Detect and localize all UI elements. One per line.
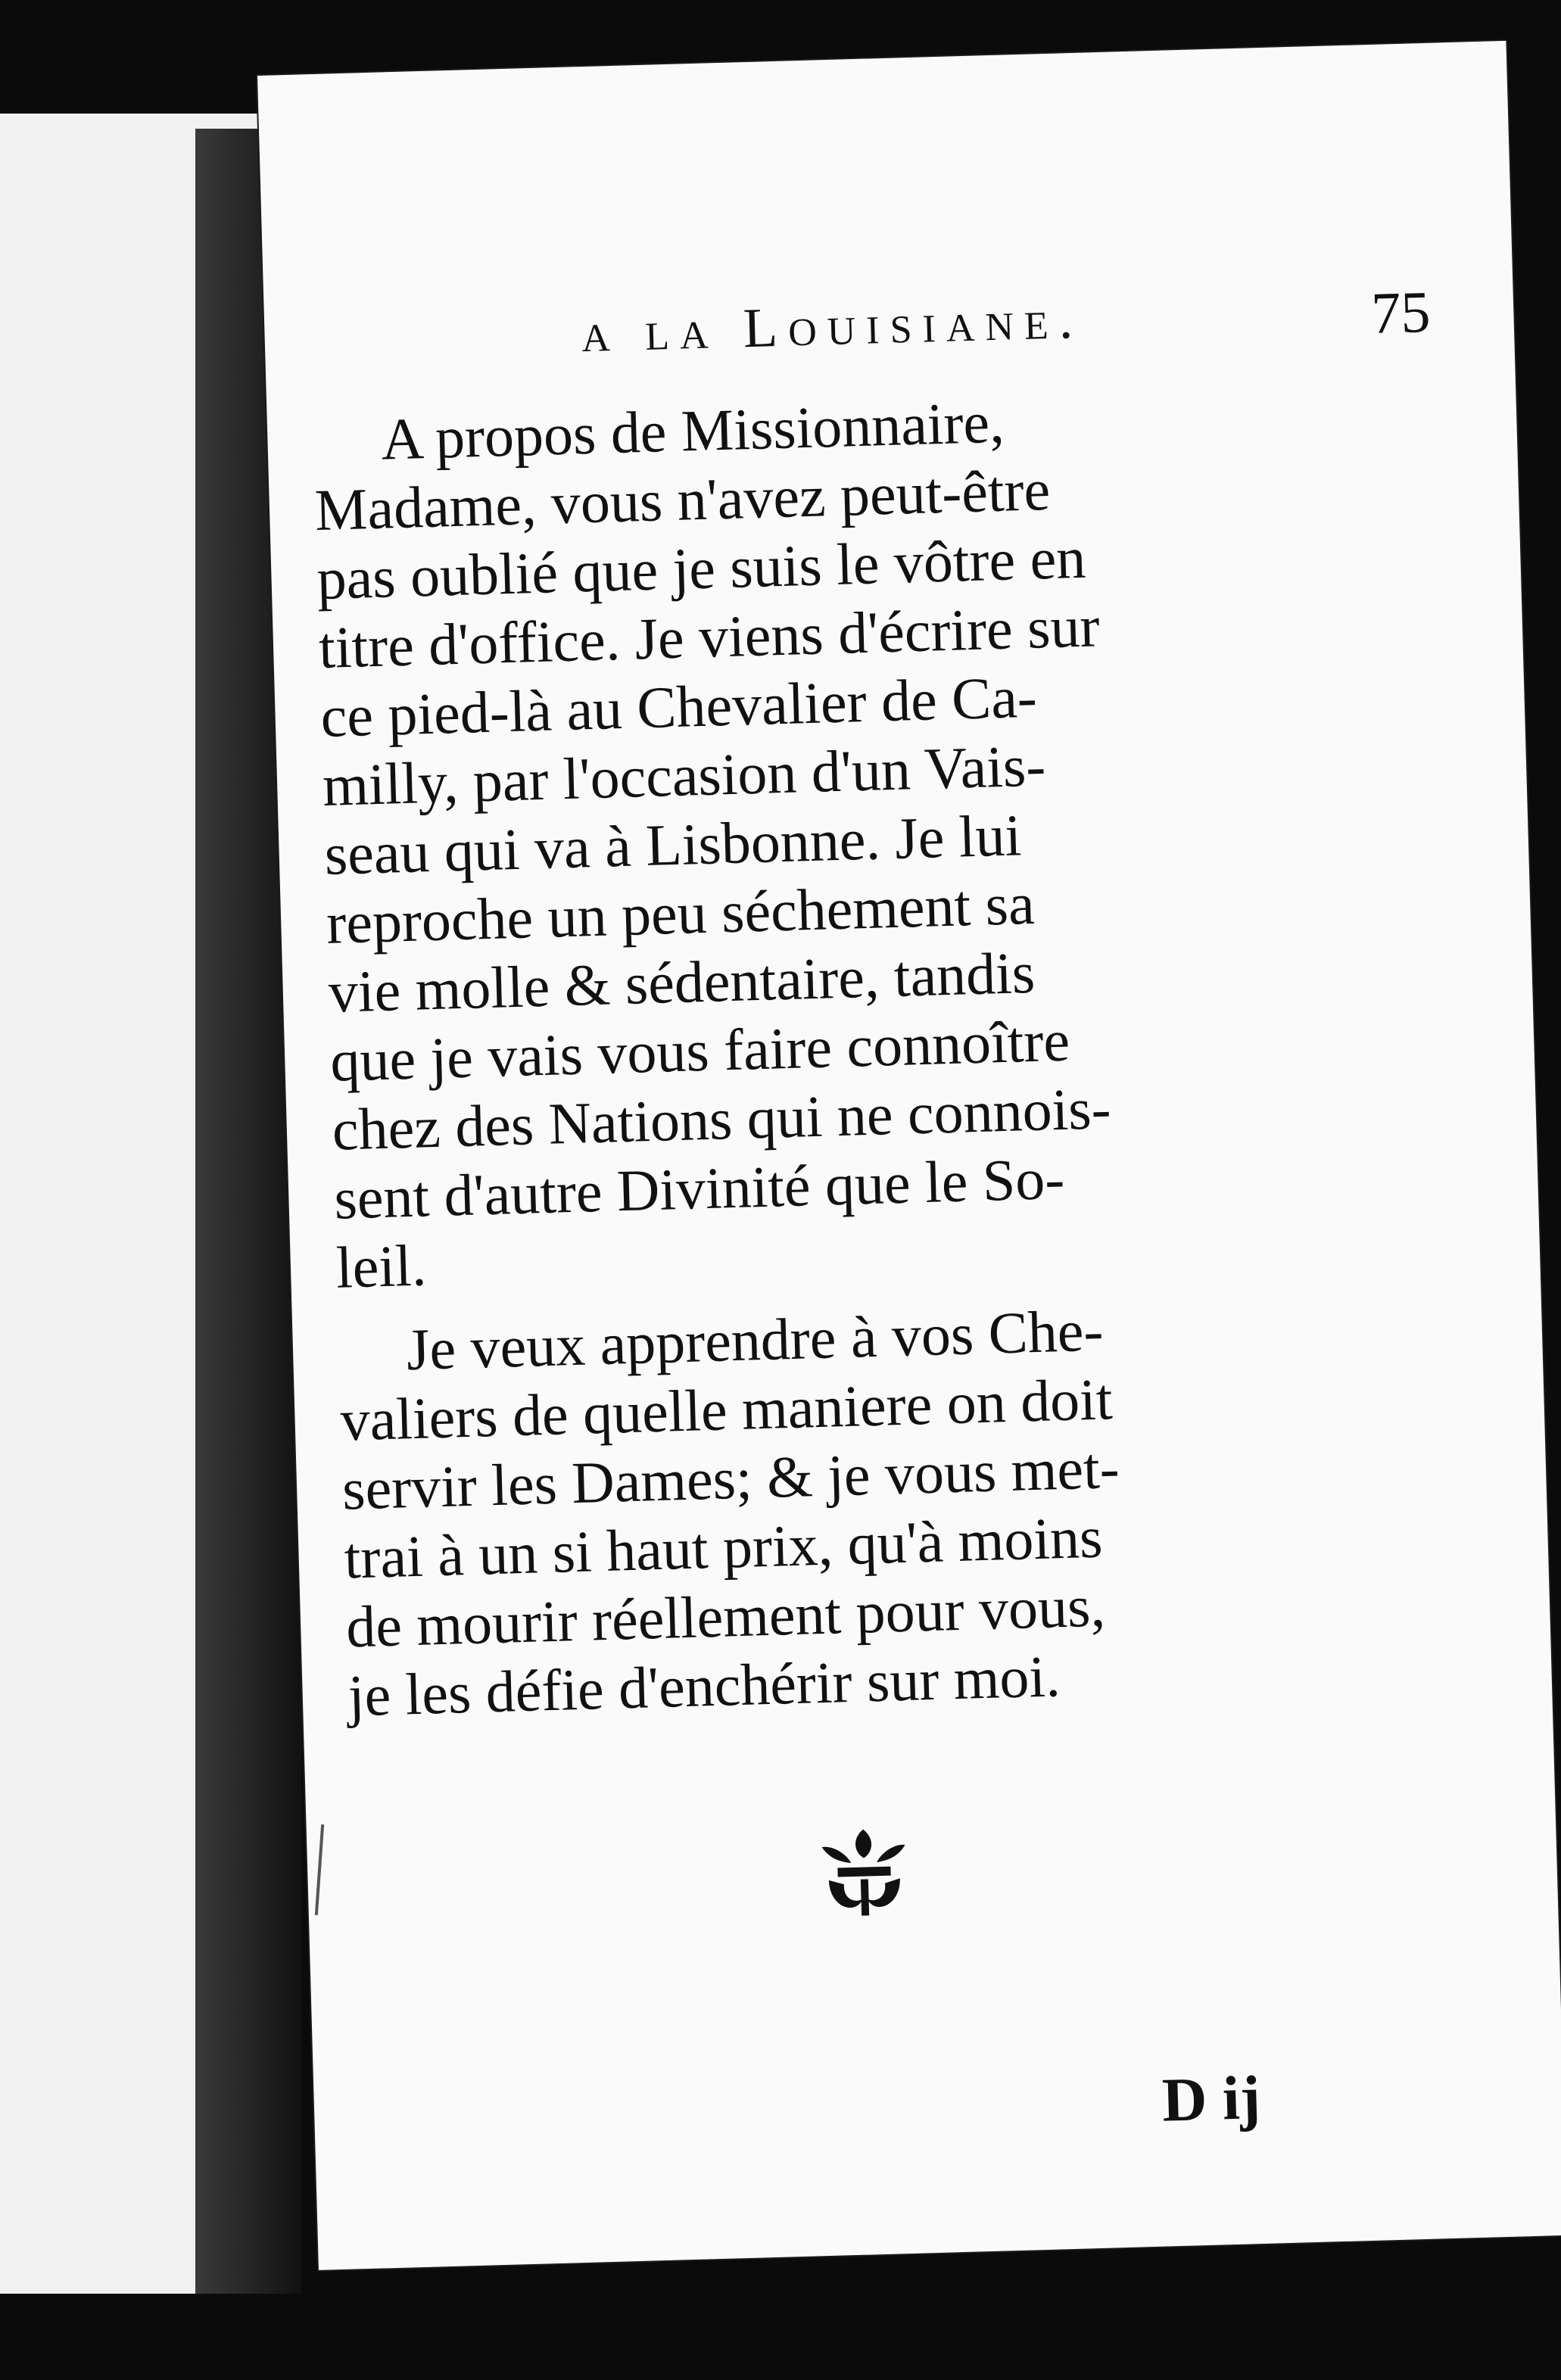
- body-line: seau qui va à Lisbonne. Je lui: [323, 802, 1023, 887]
- body-line: A propos de Missionnaire,: [380, 388, 1005, 472]
- body-line: chez des Nations qui ne connois-: [331, 1075, 1112, 1163]
- body-line: reproche un peu séchement sa: [326, 870, 1036, 956]
- fleuron-ornament-icon: [806, 1821, 923, 1923]
- body-line: titre d'office. Je viens d'écrire sur: [317, 593, 1101, 681]
- body-line: je les défie d'enchérir sur moi.: [347, 1643, 1061, 1729]
- body-line: Madame, vous n'avez peut-être: [313, 456, 1052, 544]
- body-line: servir les Dames; & je vous met-: [341, 1434, 1120, 1522]
- body-line: sent d'autre Divinité que le So-: [333, 1145, 1066, 1232]
- body-line: leil.: [335, 1232, 428, 1301]
- running-title: a la Louisiane.: [580, 288, 1085, 365]
- body-line: que je vais vous faire connoître: [329, 1007, 1071, 1094]
- body-line: ce pied-là au Chevalier de Ca-: [319, 663, 1038, 749]
- page-number: 75: [1370, 278, 1432, 347]
- body-line: trai à un si haut prix, qu'à moins: [343, 1503, 1104, 1591]
- body-line: milly, par l'occasion d'un Vais-: [321, 732, 1047, 818]
- signature-mark: D ij: [1161, 2063, 1262, 2135]
- right-page: [257, 41, 1561, 2270]
- body-line: pas oublié que je suis le vôtre en: [316, 524, 1087, 612]
- body-line: valiers de quelle maniere on doit: [339, 1366, 1114, 1453]
- running-head: [416, 278, 1432, 389]
- body-line: Je veux apprendre à vos Che-: [405, 1297, 1105, 1383]
- body-line: de mourir réellement pour vous,: [345, 1572, 1106, 1660]
- body-line: vie molle & sédentaire, tandis: [327, 939, 1036, 1025]
